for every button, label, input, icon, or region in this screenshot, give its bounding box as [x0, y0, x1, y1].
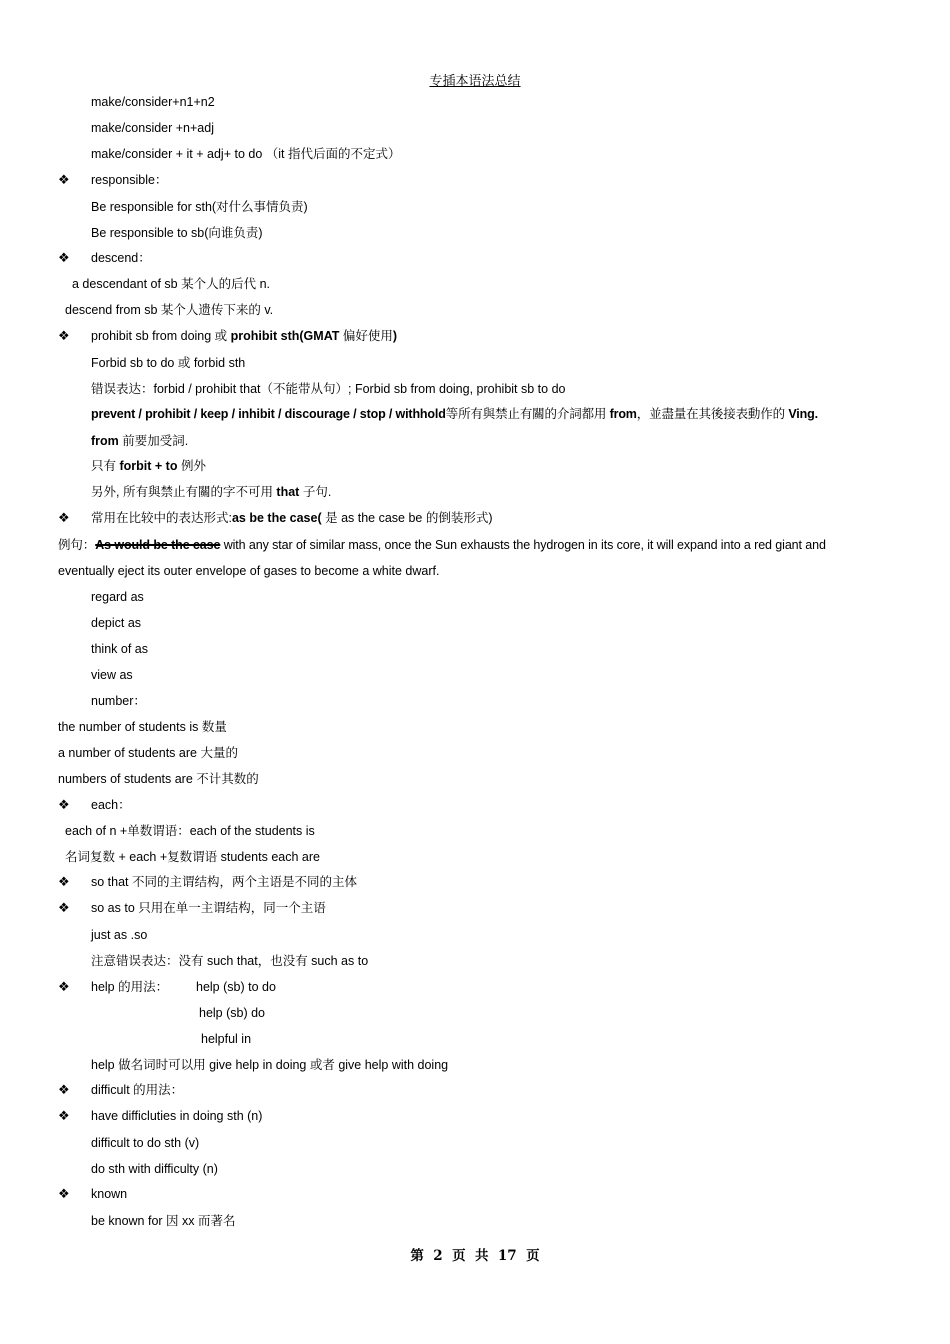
text-line: help (sb) to do: [196, 980, 276, 994]
text-line: [91, 457, 206, 475]
text-line: make/consider + it + adj+ to do （it 指代后面的不定式）: [91, 147, 401, 161]
text-line: [91, 483, 331, 501]
text-line: Forbid sb to do 或 forbid sth: [91, 356, 246, 370]
bold-span: from: [609, 407, 637, 421]
text-line: [91, 432, 188, 450]
text-line: descend：: [91, 251, 151, 265]
text-line: view as: [91, 668, 133, 682]
bullet-icon: ❖: [58, 1082, 70, 1097]
text-line: have difficluties in doing sth (n): [91, 1109, 263, 1123]
text-line: be known for 因 xx 而著名: [91, 1214, 236, 1228]
text-line: regard as: [91, 590, 144, 604]
text-line: a number of students are 大量的: [58, 746, 238, 760]
bullet-icon: ❖: [58, 900, 70, 915]
text-line: difficult to do sth (v): [91, 1136, 200, 1150]
bullet-icon: ❖: [58, 1186, 70, 1201]
bold-span: that: [276, 485, 300, 499]
text-line: descend from sb 某个人遗传下来的 v.: [65, 303, 274, 317]
text-span: 常用在比较中的表达形式:: [91, 511, 232, 525]
total-pages: 17: [497, 1248, 517, 1264]
text-line: eventually eject its outer envelope of gases to become a white dwarf.: [58, 564, 440, 578]
bullet-icon: ❖: [58, 874, 70, 889]
text-line: [58, 536, 826, 554]
bullet-icon: ❖: [58, 172, 70, 187]
page-footer: [0, 1244, 950, 1264]
text-span: 等所有與禁止有關的介詞都用: [445, 407, 610, 421]
text-span: 例句：: [58, 538, 96, 552]
text-line: [91, 509, 493, 527]
text-span: 偏好使用: [339, 329, 393, 343]
text-line: help (sb) do: [199, 1006, 266, 1020]
text-line: so that 不同的主谓结构，两个主语是不同的主体: [91, 875, 357, 889]
page-header: 专插本语法总结: [429, 73, 521, 88]
bold-span: ): [392, 329, 398, 343]
text-span: 前要加受詞.: [118, 434, 189, 448]
text-line: each：: [91, 798, 131, 812]
text-line: depict as: [91, 616, 142, 630]
bold-span: as be the case(: [231, 511, 322, 525]
text-line: 错误表达：forbid / prohibit that（不能带从句）; Forbid sb from doing, prohibit sb to do: [91, 382, 566, 396]
text-line: numbers of students are 不计其数的: [58, 772, 259, 786]
strikethrough-span: As would be the case: [95, 538, 221, 552]
text-line: helpful in: [201, 1032, 252, 1046]
text-line: think of as: [91, 642, 148, 656]
text-span: 另外, 所有與禁止有關的字不可用: [91, 485, 277, 499]
text-line: number：: [91, 694, 146, 708]
text-line: help 的用法：: [91, 980, 169, 994]
text-line: the number of students is 数量: [58, 720, 227, 734]
text-line: responsible：: [91, 173, 168, 187]
text-line: do sth with difficulty (n): [91, 1162, 218, 1176]
bullet-icon: ❖: [58, 1108, 70, 1123]
footer-text: 页: [526, 1248, 540, 1264]
text-span: prohibit sb from doing 或: [91, 329, 231, 343]
bold-span: from: [91, 434, 119, 448]
page-number: 2: [433, 1248, 443, 1264]
text-line: each of n +单数谓语：each of the students is: [65, 824, 315, 838]
bullet-icon: ❖: [58, 250, 70, 265]
text-line: [91, 327, 397, 345]
text-line: a descendant of sb 某个人的后代 n.: [72, 277, 271, 291]
bullet-icon: ❖: [58, 510, 70, 525]
bullet-icon: ❖: [58, 797, 70, 812]
bold-span: prohibit sth(GMAT: [230, 329, 340, 343]
text-line: help 做名词时可以用 give help in doing 或者 give help with doing: [91, 1058, 449, 1072]
text-line: Be responsible for sth(对什么事情负责): [91, 200, 308, 214]
bold-span: prevent / prohibit / keep / inhibit / discourage / stop / withhold: [91, 407, 446, 421]
text-line: [91, 405, 818, 423]
text-span: 只有: [91, 459, 120, 473]
text-span: 子句.: [299, 485, 332, 499]
bullet-icon: ❖: [58, 328, 70, 343]
text-span: ，並盡量在其後接表動作的: [636, 407, 789, 421]
text-span: 是 as the case be 的倒装形式): [321, 511, 493, 525]
bold-span: Ving.: [788, 407, 818, 421]
footer-text: 第: [410, 1248, 424, 1264]
text-line: difficult 的用法：: [91, 1083, 184, 1097]
footer-text: 页: [452, 1248, 466, 1264]
text-span: with any star of similar mass, once the Sun exhausts the hydrogen in its core, it will expand into a red giant and: [220, 538, 826, 552]
text-line: just as .so: [91, 928, 148, 942]
footer-text: 共: [475, 1248, 489, 1264]
text-span: 例外: [177, 459, 206, 473]
text-line: make/consider+n1+n2: [91, 95, 215, 109]
bold-span: forbit + to: [119, 459, 178, 473]
text-line: 注意错误表达：没有 such that，也没有 such as to: [91, 954, 369, 968]
text-line: Be responsible to sb(向谁负责): [91, 226, 263, 240]
text-line: 名词复数 + each +复数谓语 students each are: [65, 850, 320, 864]
text-line: known: [91, 1187, 128, 1201]
text-line: so as to 只用在单一主谓结构，同一个主语: [91, 901, 326, 915]
text-line: make/consider +n+adj: [91, 121, 214, 135]
bullet-icon: ❖: [58, 979, 70, 994]
